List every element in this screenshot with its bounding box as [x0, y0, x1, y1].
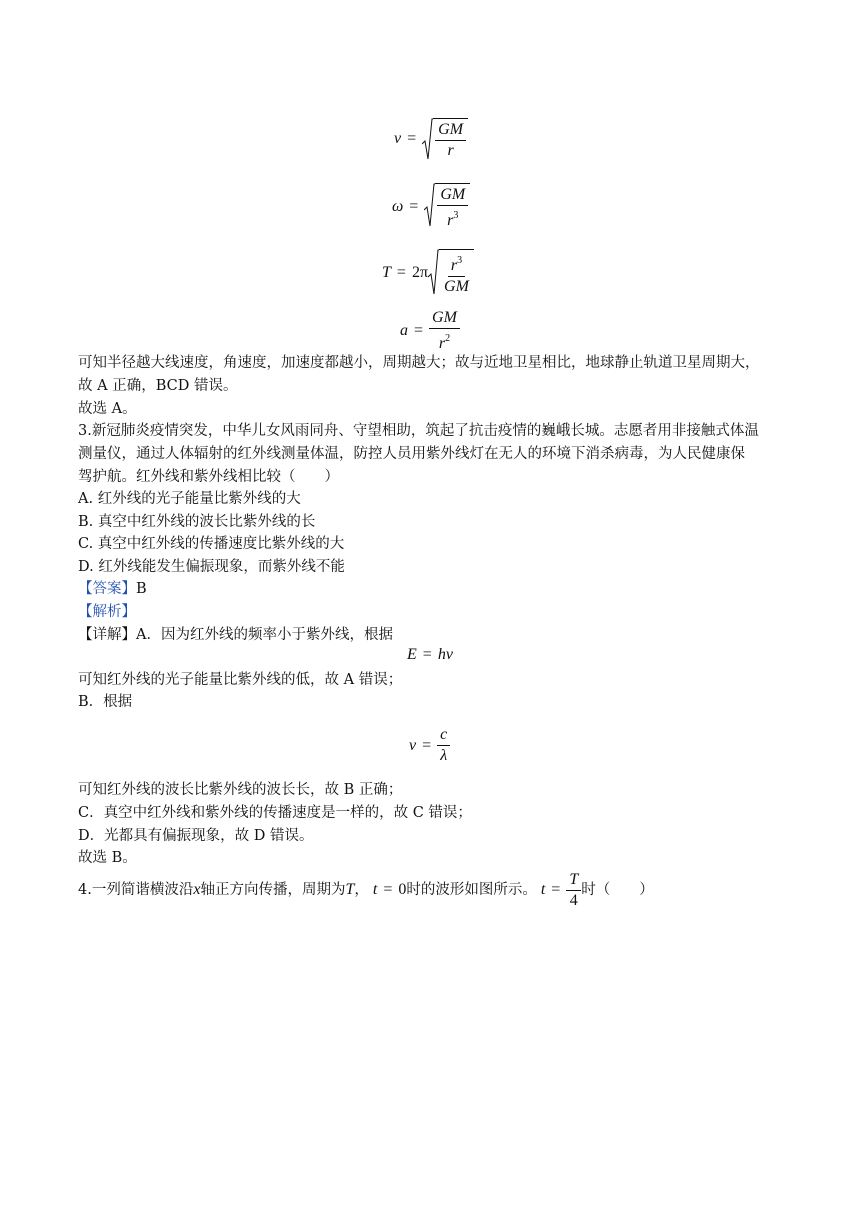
q3-after-frequency: 可知红外线的波长比紫外线的波长长，故 B 正确； — [78, 782, 403, 798]
analysis-tag: 【解析】 — [78, 604, 136, 620]
formula-a-lhs: a — [400, 322, 408, 339]
formula-a-eq: = — [414, 322, 424, 339]
q4-text-4: 时的波形如图所示。 — [406, 882, 537, 898]
fraction — [435, 121, 466, 160]
q3-option-c: C. 真空中红外线的传播速度比紫外线的大 — [78, 536, 345, 552]
q3-choice: 故选 B。 — [78, 850, 137, 866]
formula-v-den: r — [447, 142, 454, 159]
q4-t0 — [373, 879, 406, 901]
formula-T-lhs: T — [382, 263, 391, 281]
sqrt-symbol — [422, 118, 468, 160]
formula-T-exp: 3 — [457, 255, 463, 266]
formula-T-eq: = — [396, 263, 406, 281]
q4-t-den: 4 — [569, 891, 578, 909]
q4-text-5: 时（ ） — [581, 882, 654, 898]
formula-nu-lhs: ν — [409, 736, 417, 754]
q4-text-3: ， — [354, 882, 369, 898]
formula-omega-eq: = — [409, 197, 419, 215]
q2-conclusion-line2: 故 A 正确，BCD 错误。 — [78, 378, 238, 394]
q2-conclusion-line1: 可知半径越大线速度，角速度，加速度都越小，周期越大；故与近地卫星相比，地球静止轨道卫星周期大， — [78, 355, 760, 371]
formula-v-lhs: v — [394, 130, 402, 147]
q4-t0-val: 0 — [398, 881, 407, 898]
q4-t0-eq: = — [383, 881, 393, 898]
q3-option-b: B. 真空中红外线的波长比紫外线的长 — [78, 514, 316, 530]
formula-a-num: GM — [429, 309, 460, 329]
formula-nu-num: c — [437, 726, 450, 746]
formula-E-lhs: E — [407, 646, 417, 663]
formula-angular-velocity — [392, 183, 470, 230]
q3-answer — [78, 578, 147, 600]
formula-nu-den: λ — [440, 747, 448, 764]
q4-t-quarter — [541, 871, 581, 910]
q4-t-lhs: t — [540, 881, 546, 898]
q4-period-symbol: T — [345, 881, 355, 898]
formula-a-den: r — [438, 335, 446, 352]
formula-period — [382, 249, 474, 296]
detail-a-text: A．因为红外线的频率小于紫外线，根据 — [136, 627, 393, 643]
fraction — [437, 186, 468, 230]
q3-stem-line2: 测量仪，通过人体辐射的红外线测量体温，防控人员用紫外线灯在无人的环境下消杀病毒，为人民健康保 — [78, 446, 745, 462]
formula-v-eq: = — [407, 130, 417, 147]
q3-detail-d: D．光都具有偏振现象，故 D 错误。 — [78, 828, 314, 844]
formula-a-exp: 2 — [445, 333, 451, 344]
q4-text-1: 4.一列简谐横波沿 — [78, 882, 194, 898]
fraction — [429, 309, 460, 353]
formula-T-coef: 2π — [411, 263, 429, 281]
formula-omega-lhs: ω — [392, 197, 404, 215]
q3-detail-b: B．根据 — [78, 694, 133, 710]
q4-t-eq: = — [551, 881, 561, 898]
q3-stem-line1: 3.新冠肺炎疫情突发，中华儿女风雨同舟、守望相助，筑起了抗击疫情的巍峨长城。志愿者用非接触式体温 — [78, 423, 759, 439]
formula-photon-energy — [407, 646, 453, 664]
formula-frequency — [409, 726, 450, 765]
q4-x: x — [193, 881, 201, 898]
formula-omega-num: GM — [437, 186, 468, 206]
formula-T-num: r — [450, 257, 458, 274]
answer-value: B — [136, 581, 147, 597]
fraction — [441, 252, 472, 296]
formula-v-num: GM — [435, 121, 466, 141]
q3-stem-line3: 驾护航。红外线和紫外线相比较（ ） — [78, 469, 339, 485]
formula-omega-exp: 3 — [453, 210, 459, 221]
q3-after-energy: 可知红外线的光子能量比紫外线的低，故 A 错误； — [78, 672, 403, 688]
formula-acceleration — [400, 309, 460, 353]
fraction — [566, 871, 581, 910]
q3-analysis — [78, 601, 136, 623]
q3-option-a: A. 红外线的光子能量比紫外线的大 — [78, 491, 301, 507]
detail-tag: 【详解】 — [78, 627, 136, 643]
q4-stem — [78, 872, 654, 908]
formula-nu-eq: = — [422, 736, 432, 754]
q3-detail-c: C．真空中红外线和紫外线的传播速度是一样的，故 C 错误； — [78, 805, 472, 821]
formula-T-den: GM — [444, 278, 469, 295]
formula-velocity — [394, 118, 468, 160]
fraction — [437, 726, 450, 765]
q3-detail-a — [78, 624, 393, 646]
sqrt-symbol — [424, 183, 470, 230]
q2-choice: 故选 A。 — [78, 401, 137, 417]
formula-E-rhs: hν — [437, 646, 453, 663]
q3-option-d: D. 红外线能发生偏振现象，而紫外线不能 — [78, 559, 345, 575]
q4-t-num: T — [566, 871, 581, 891]
formula-E-eq: = — [422, 646, 432, 663]
q4-t0-lhs: t — [372, 881, 378, 898]
answer-tag: 【答案】 — [78, 581, 136, 597]
sqrt-symbol — [428, 249, 474, 296]
q4-text-2: 轴正方向传播，周期为 — [200, 882, 346, 898]
formula-omega-den: r — [447, 212, 454, 229]
